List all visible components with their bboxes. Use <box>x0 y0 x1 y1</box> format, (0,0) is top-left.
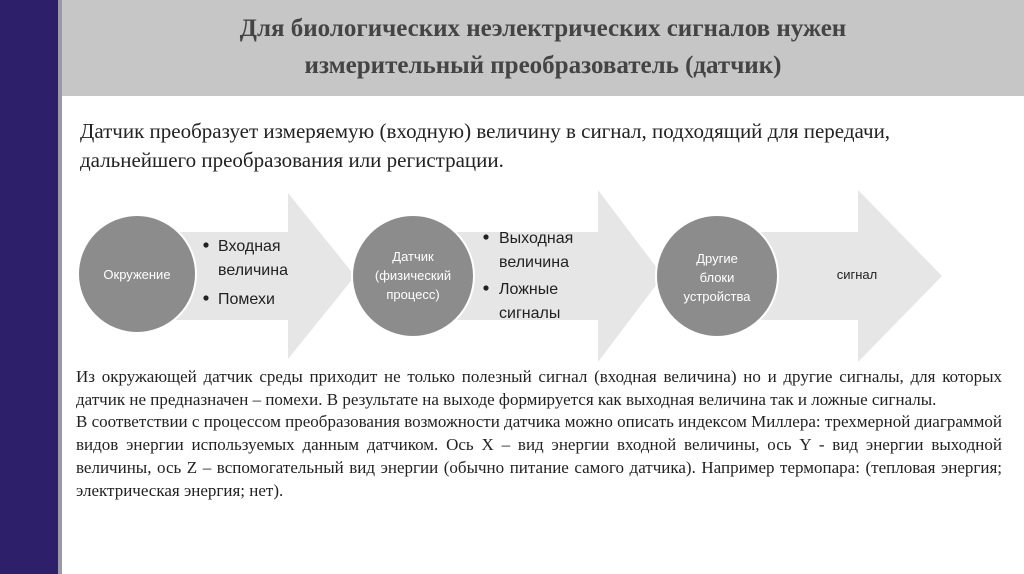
circle-label-other-line1: Другие <box>696 251 738 266</box>
bullet-false-line2: сигналы <box>499 305 561 322</box>
body-paragraph-2: В соответствии с процессом преобразования возможности датчика можно описать индексом Миллера: трехмерной диаграммой видов энергии используемых данным датчиком. Ось X – вид энергии входной величины, ось Y - вид энергии выходной величины, ось Z – вспомогательный вид энергии (обычно питание самого датчика). Например термопара: (тепловая энергия; электрическая энергия; нет). <box>76 412 1002 500</box>
body-paragraph-1: Из окружающей датчик среды приходит не только полезный сигнал (входная величина) но и другие сигналы, для которых датчик не предназначен – помехи. В результате на выходе формируется как выходная величина так и ложные сигналы. <box>76 367 1002 409</box>
circle-label-other-line2: блоки <box>699 270 735 285</box>
circle-label-sensor-line1: Датчик <box>392 249 434 264</box>
bullet-output-line2: величина <box>499 254 569 271</box>
bullet-input-line2: величина <box>218 262 288 279</box>
circle-label-environment: Окружение <box>103 267 171 282</box>
circle-label-sensor-line3: процесс) <box>386 287 440 302</box>
bullet-dot <box>203 242 208 247</box>
bullet-dot <box>483 234 488 239</box>
bullet-output-line1: Выходная <box>499 230 574 247</box>
title-line-2: измерительный преобразователь (датчик) <box>304 52 782 79</box>
bullet-input-line1: Входная <box>218 238 281 255</box>
title-line-1: Для биологических неэлектрических сигналов нужен <box>239 15 847 42</box>
bullet-false-line1: Ложные <box>499 281 559 298</box>
bullet-dot <box>203 295 208 300</box>
bullet-dot <box>483 285 488 290</box>
body-text <box>76 366 1002 502</box>
bullet-noise: Помехи <box>218 291 275 308</box>
circle-label-other-line3: устройства <box>683 289 751 304</box>
intro-text: Датчик преобразует измеряемую (входную) величину в сигнал, подходящий для передачи, дальнейшего преобразования или регистрации. <box>80 119 891 172</box>
circle-label-sensor-line2: (физический <box>374 268 452 283</box>
final-signal-label: сигнал <box>836 267 878 282</box>
